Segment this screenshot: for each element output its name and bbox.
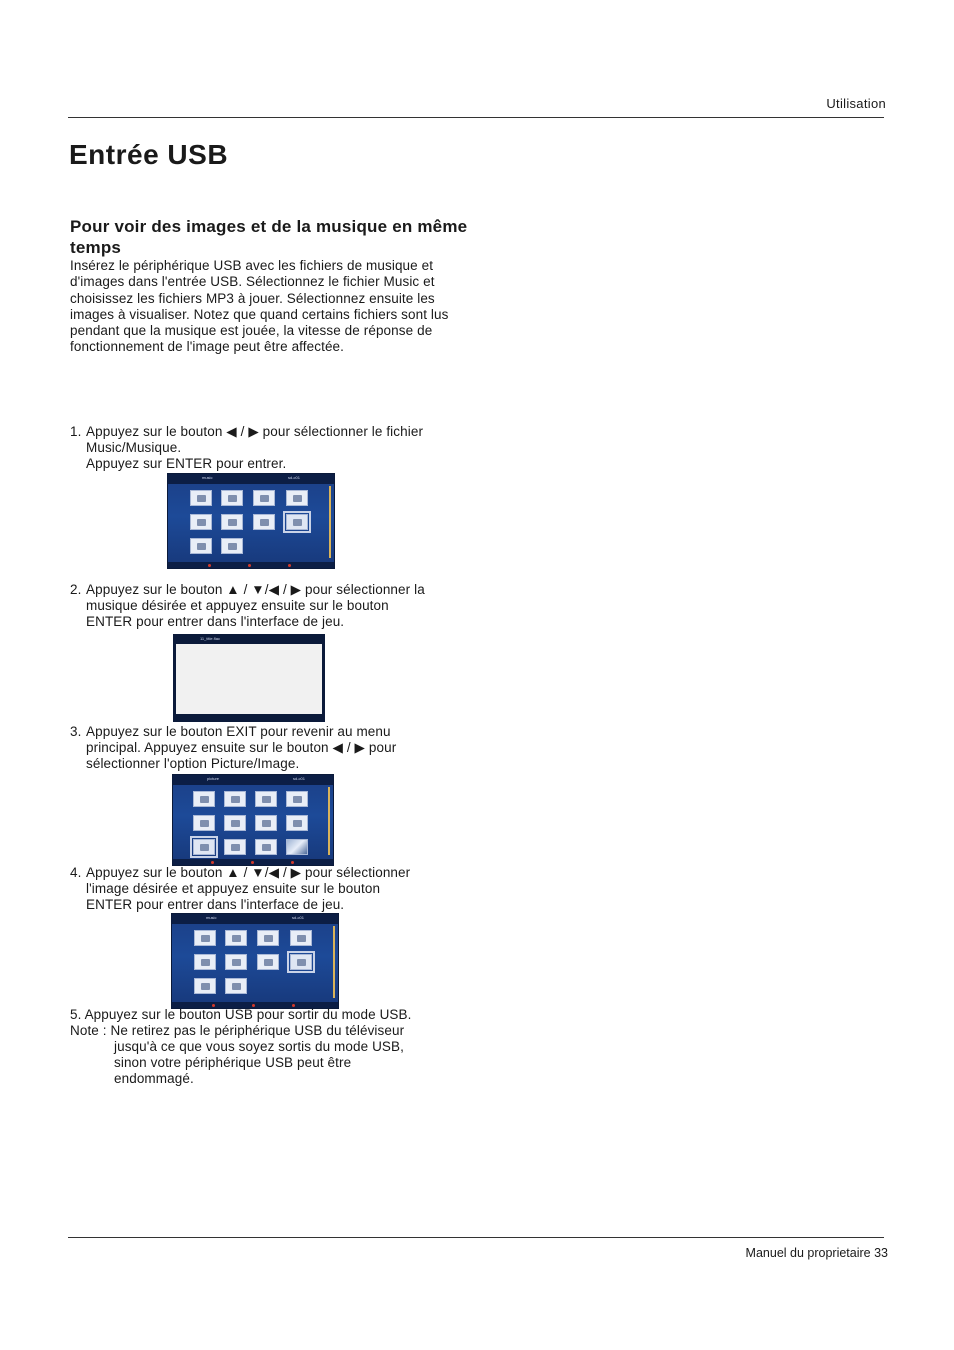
footer-rule xyxy=(68,1237,884,1238)
step-3: 3. Appuyez sur le bouton EXIT pour revenir au menu principal. Appuyez ensuite sur le bouton ◀ / ▶ pour sélectionner l'option Picture/Image. xyxy=(70,724,397,771)
header-rule xyxy=(68,117,884,118)
step-4: 4. Appuyez sur le bouton ▲ / ▼/◀ / ▶ pour sélectionner l'image désirée et appuyez ensuite sur le bouton ENTER pour entrer dans l'interface de jeu. xyxy=(70,865,411,912)
screenshot-music-browser: music sd-c01 xyxy=(167,473,335,569)
step-2: 2. Appuyez sur le bouton ▲ / ▼/◀ / ▶ pour sélectionner la musique désirée et appuyez ensuite sur le bouton ENTER pour entrer dans l'interface de jeu. xyxy=(70,582,425,629)
step-1: 1. Appuyez sur le bouton ◀ / ▶ pour sélectionner le fichier Music/Musique. Appuyez sur ENTER pour entrer. xyxy=(70,424,424,471)
screenshot-music-player: 11_title.flac xyxy=(173,634,325,722)
section-subheading: Pour voir des images et de la musique en même temps xyxy=(70,217,468,257)
step-5-and-note: 5. Appuyez sur le bouton USB pour sortir du mode USB. Note : Ne retirez pas le périphérique USB du téléviseur jusqu'à ce que vous soyez sortis du mode USB, sinon votre périphérique USB peut être endommagé. xyxy=(70,1007,412,1086)
section-label: Utilisation xyxy=(826,96,886,111)
footer-page-label: Manuel du proprietaire 33 xyxy=(745,1246,888,1260)
screenshot-picture-browser-2: music sd-c01 xyxy=(171,913,339,1009)
intro-paragraph: Insérez le périphérique USB avec les fichiers de musique et d'images dans l'entrée USB. Sélectionnez le fichier Music et choisissez les fichiers MP3 à jouer. Sélectionnez ensuite les images à visualiser. Notez que quand certains fichiers sont lus pendant que la musique est jouée, la vitesse de réponse de fonctionnement de l'image peut être affectée. xyxy=(70,258,449,355)
page-title: Entrée USB xyxy=(69,139,229,170)
screenshot-picture-browser: picture sd-c01 xyxy=(172,774,334,866)
